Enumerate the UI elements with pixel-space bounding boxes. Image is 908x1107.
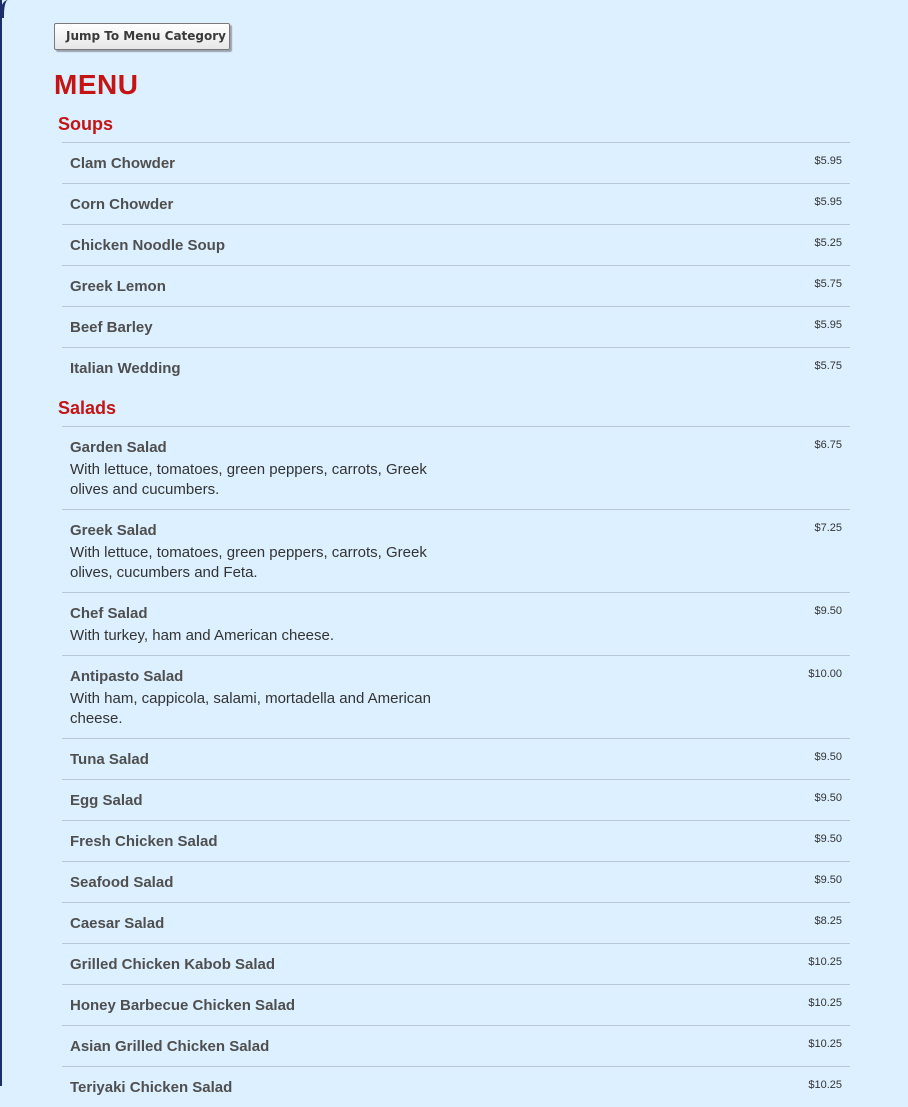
jump-to-menu-category-button[interactable]: Jump To Menu Category (54, 23, 230, 50)
item-name: Honey Barbecue Chicken Salad (70, 997, 296, 1014)
item-price: $6.75 (814, 439, 842, 451)
item-price: $9.50 (814, 605, 842, 617)
item-price: $10.25 (808, 956, 842, 968)
item-name: Antipasto Salad (70, 668, 184, 685)
menu-item (62, 943, 850, 984)
item-price: $5.95 (814, 319, 842, 331)
item-price: $5.95 (814, 155, 842, 167)
menu-item (62, 655, 850, 738)
menu-item (62, 820, 850, 861)
menu-item (62, 1025, 850, 1066)
item-price: $10.25 (808, 1038, 842, 1050)
item-name: Garden Salad (70, 439, 167, 456)
item-price: $5.95 (814, 196, 842, 208)
item-name: Caesar Salad (70, 915, 165, 932)
item-price: $5.75 (814, 278, 842, 290)
item-price: $10.00 (808, 668, 842, 680)
menu-item (62, 592, 850, 655)
item-name: Beef Barley (70, 319, 153, 336)
item-name: Corn Chowder (70, 196, 174, 213)
item-name: Fresh Chicken Salad (70, 833, 218, 850)
item-name: Tuna Salad (70, 751, 149, 768)
item-name: Clam Chowder (70, 155, 176, 172)
menu-item (62, 426, 850, 509)
menu-item (62, 1066, 850, 1107)
menu-item (62, 509, 850, 592)
menu-item (62, 779, 850, 820)
item-price: $7.25 (814, 522, 842, 534)
item-description: With ham, cappicola, salami, mortadella and American cheese. (70, 690, 431, 727)
menu-item (62, 738, 850, 779)
item-name: Egg Salad (70, 792, 143, 809)
item-price: $9.50 (814, 751, 842, 763)
menu-item (62, 224, 850, 265)
item-name: Italian Wedding (70, 360, 181, 377)
menu-item (62, 347, 850, 388)
item-name: Greek Salad (70, 522, 157, 539)
item-description: With lettuce, tomatoes, green peppers, carrots, Greek olives and cucumbers. (70, 461, 427, 498)
item-price: $10.25 (808, 997, 842, 1009)
item-name: Asian Grilled Chicken Salad (70, 1038, 270, 1055)
menu-item (62, 861, 850, 902)
item-price: $9.50 (814, 833, 842, 845)
item-name: Grilled Chicken Kabob Salad (70, 956, 276, 973)
item-name: Greek Lemon (70, 278, 166, 295)
menu-item (62, 183, 850, 224)
item-price: $5.25 (814, 237, 842, 249)
section-items (62, 142, 850, 388)
item-name: Chef Salad (70, 605, 148, 622)
section-title: Soups (58, 114, 114, 134)
menu-item (62, 306, 850, 347)
menu-item (62, 265, 850, 306)
menu-item (62, 984, 850, 1025)
item-price: $9.50 (814, 874, 842, 886)
item-price: $8.25 (814, 915, 842, 927)
section-items (62, 426, 850, 1107)
menu-title: MENU (54, 69, 139, 100)
menu-item (62, 142, 850, 183)
item-price: $10.25 (808, 1079, 842, 1091)
item-name: Chicken Noodle Soup (70, 237, 226, 254)
item-name: Teriyaki Chicken Salad (70, 1079, 233, 1096)
page-left-border (0, 0, 2, 1086)
item-name: Seafood Salad (70, 874, 174, 891)
section-title: Salads (58, 398, 117, 418)
item-description: With lettuce, tomatoes, green peppers, carrots, Greek olives, cucumbers and Feta. (70, 544, 427, 581)
item-description: With turkey, ham and American cheese. (70, 627, 335, 644)
item-price: $9.50 (814, 792, 842, 804)
item-price: $5.75 (814, 360, 842, 372)
menu-item (62, 902, 850, 943)
